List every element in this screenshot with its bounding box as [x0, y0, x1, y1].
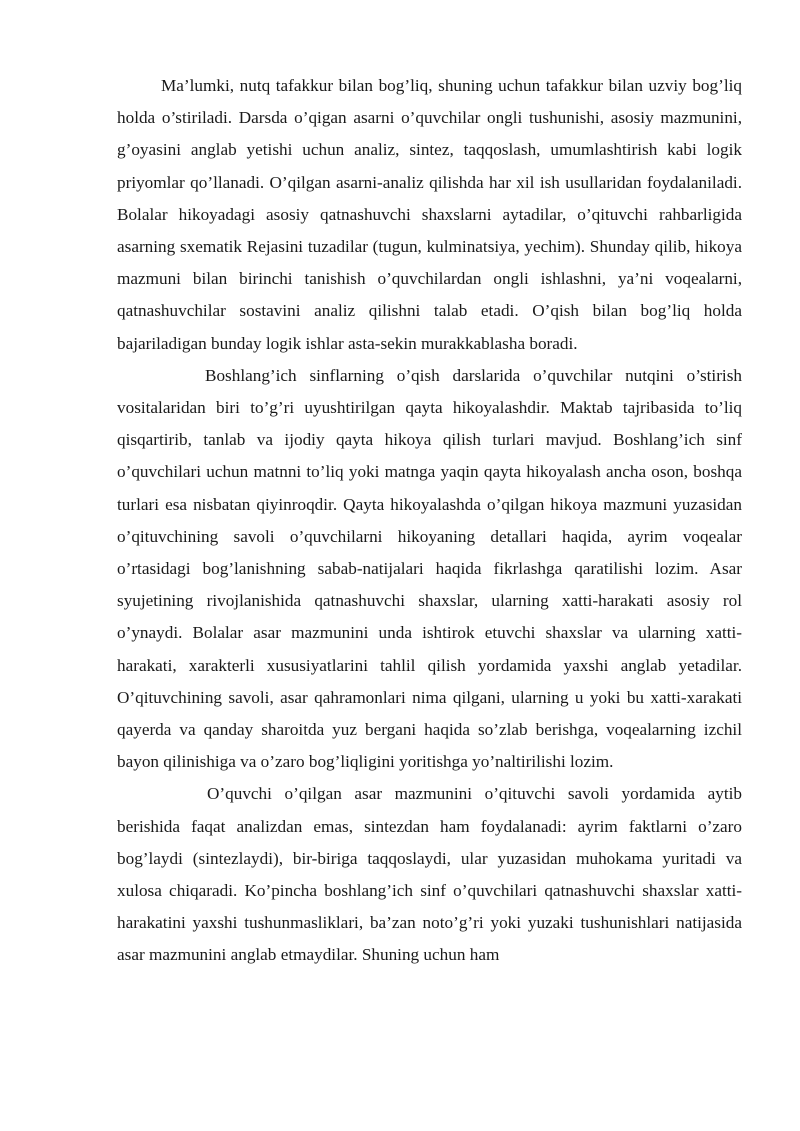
paragraph: Ma’lumki, nutq tafakkur bilan bog’liq, shuning uchun tafakkur bilan uzviy bog’liq holda o’stiriladi. Darsda o’qigan asarni o’quvchilar ongli tushunishi, asosiy mazmunini, g’oyasini anglab yetishi uchun analiz, sintez, taqqoslash, umumlashtirish kabi logik priyomlar qo’llanadi. O’qilgan asarni-analiz qilishda har xil ish usullaridan foydalaniladi. Bolalar hikoyadagi asosiy qatnashuvchi shaxslarni aytadilar, o’qituvchi rahbarligida asarning sxematik Rejasini tuzadilar (tugun, kulminatsiya, yechim). Shunday qilib, hikoya mazmuni bilan birinchi tanishish o’quvchilardan ongli ishlashni, ya’ni voqealarni, qatnashuvchilar sostavini analiz qilishni talab etadi. O’qish bilan bog’liq holda bajariladigan bunday logik ishlar asta-sekin murakkablasha boradi. [117, 76, 742, 353]
paragraph: Boshlang’ich sinflarning o’qish darslarida o’quvchilar nutqini o’stirish vositalaridan biri to’g’ri uyushtirilgan qayta hikoyalashdir. Maktab tajribasida to’liq qisqartirib, tanlab va ijodiy qayta hikoya qilish turlari mavjud. Boshlang’ich sinf o’quvchilari uchun matnni to’liq yoki matnga yaqin qayta hikoyalash ancha oson, boshqa turlari esa nisbatan qiyinroqdir. Qayta hikoyalashda o’qilgan hikoya mazmuni yuzasidan o’qituvchining savoli o’quvchilarni hikoyaning detallari haqida, ayrim voqealar o’rtasidagi bog’lanishning sabab-natijalari haqida fikrlashga qaratilishi lozim. Asar syujetining rivojlanishida qatnashuvchi shaxslar, ularning xatti-harakati asosiy rol o’ynaydi. Bolalar asar mazmunini unda ishtirok etuvchi shaxslar va ularning xatti-harakati, xarakterli xususiyatlarini tahlil qilish yordamida yaxshi anglab yetadilar. O’qituvchining savoli, asar qahramonlari nima qilgani, ularning u yoki bu xatti-xarakati qayerda va qanday sharoitda yuz bergani haqida so’zlab berishga, voqealarning izchil bayon qilinishiga va o’zaro bog’liqligini yoritishga yo’naltirilishi lozim. [117, 365, 742, 772]
paragraph: O’quvchi o’qilgan asar mazmunini o’qituvchi savoli yordamida aytib berishida faqat analizdan emas, sintezdan ham foydalanadi: ayrim faktlarni o’zaro bog’laydi (sintezlaydi), bir-biriga taqqoslaydi, ular yuzasidan muhokama yuritadi va xulosa chiqaradi. Ko’pincha boshlang’ich sinf o’quvchilari qatnashuvchi shaxslar xatti-harakatini yaxshi tushunmasliklari, ba’zan noto’g’ri yoki yuzaki tushunishlari natijasida asar mazmunini anglab etmaydilar. Shuning uchun ham [117, 784, 742, 965]
body-text [117, 70, 742, 972]
